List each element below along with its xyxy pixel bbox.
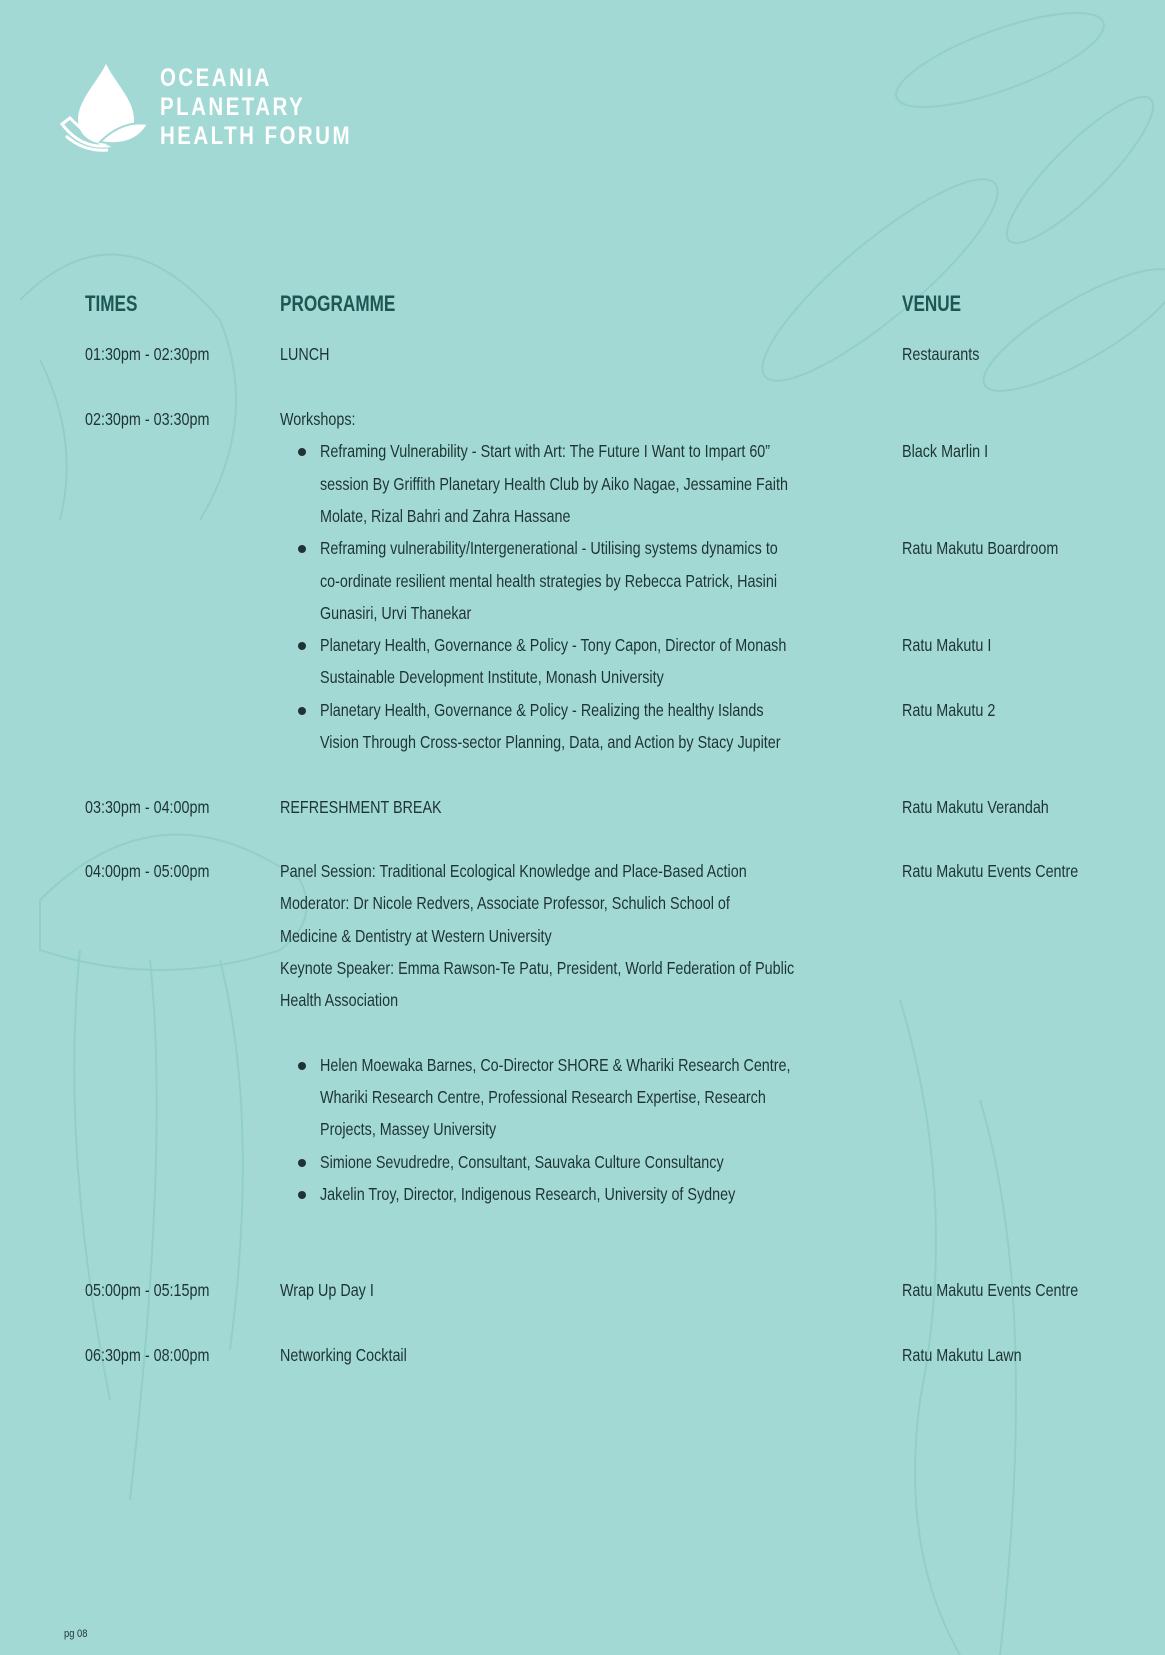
venue: Ratu Makutu Events Centre [902,1280,1079,1300]
programme-text: LUNCH [280,344,330,364]
programme-text: Panel Session: Traditional Ecological Knowledge and Place-Based Action [280,861,747,881]
time-slot: 04:00pm - 05:00pm [85,861,210,881]
bullet-icon [298,642,306,650]
header-times: TIMES [85,291,138,316]
header-venue: VENUE [902,291,962,316]
time-slot: 05:00pm - 05:15pm [85,1280,210,1300]
bullet-text: Simione Sevudredre, Consultant, Sauvaka Culture Consultancy [320,1151,724,1172]
logo-line: HEALTH FORUM [160,122,352,150]
bullet-text: Projects, Massey University [320,1119,497,1140]
programme-text: Networking Cocktail [280,1345,407,1365]
programme-text: Moderator: Dr Nicole Redvers, Associate Professor, Schulich School of [280,893,730,914]
programme-text: Wrap Up Day I [280,1280,374,1300]
time-slot: 06:30pm - 08:00pm [85,1345,210,1365]
bullet-icon [298,545,306,553]
programme-text: REFRESHMENT BREAK [280,797,442,817]
bullet-text: Planetary Health, Governance & Policy - Realizing the healthy Islands [320,699,764,720]
time-slot: 03:30pm - 04:00pm [85,797,210,817]
programme-text: Workshops: [280,409,356,429]
programme-text: Medicine & Dentistry at Western University [280,925,552,946]
bullet-icon [298,1062,306,1070]
venue: Ratu Makutu Lawn [902,1345,1022,1365]
bullet-text: Vision Through Cross-sector Planning, Data, and Action by Stacy Jupiter [320,732,781,752]
bullet-icon [298,1159,306,1167]
bullet-text: session By Griffith Planetary Health Club by Aiko Nagae, Jessamine Faith [320,473,788,494]
programme-text: Health Association [280,990,399,1011]
venue: Restaurants [902,344,980,364]
venue: Ratu Makutu 2 [902,699,996,720]
logo-line: PLANETARY [160,93,306,121]
venue: Ratu Makutu I [902,635,992,656]
logo-line: OCEANIA [160,64,272,92]
header-programme: PROGRAMME [280,291,396,316]
bullet-icon [298,448,306,456]
bullet-text: Helen Moewaka Barnes, Co-Director SHORE & Whariki Research Centre, [320,1054,791,1075]
programme-text: Keynote Speaker: Emma Rawson-Te Patu, President, World Federation of Public [280,957,795,978]
bullet-text: Jakelin Troy, Director, Indigenous Research, University of Sydney [320,1184,736,1204]
bullet-icon [298,1191,306,1199]
bullet-text: Sustainable Development Institute, Monash University [320,667,664,688]
venue: Black Marlin I [902,441,989,462]
page-number: pg 08 [64,1628,88,1640]
logo-wordmark [160,64,352,151]
venue: Ratu Makutu Boardroom [902,538,1059,559]
time-slot: 02:30pm - 03:30pm [85,409,210,429]
logo-drop-icon [60,62,152,154]
bullet-text: Whariki Research Centre, Professional Research Expertise, Research [320,1087,766,1108]
bullet-text: Gunasiri, Urvi Thanekar [320,602,472,623]
bullet-text: Reframing vulnerability/Intergenerational - Utilising systems dynamics to [320,538,778,559]
bullet-text: Reframing Vulnerability - Start with Art: The Future I Want to Impart 60” [320,441,771,462]
bullet-text: co-ordinate resilient mental health strategies by Rebecca Patrick, Hasini [320,570,778,591]
venue: Ratu Makutu Events Centre [902,861,1079,881]
bullet-icon [298,707,306,715]
venue: Ratu Makutu Verandah [902,797,1049,817]
time-slot: 01:30pm - 02:30pm [85,344,210,364]
bullet-text: Planetary Health, Governance & Policy - Tony Capon, Director of Monash [320,635,787,656]
bullet-text: Molate, Rizal Bahri and Zahra Hassane [320,505,571,526]
